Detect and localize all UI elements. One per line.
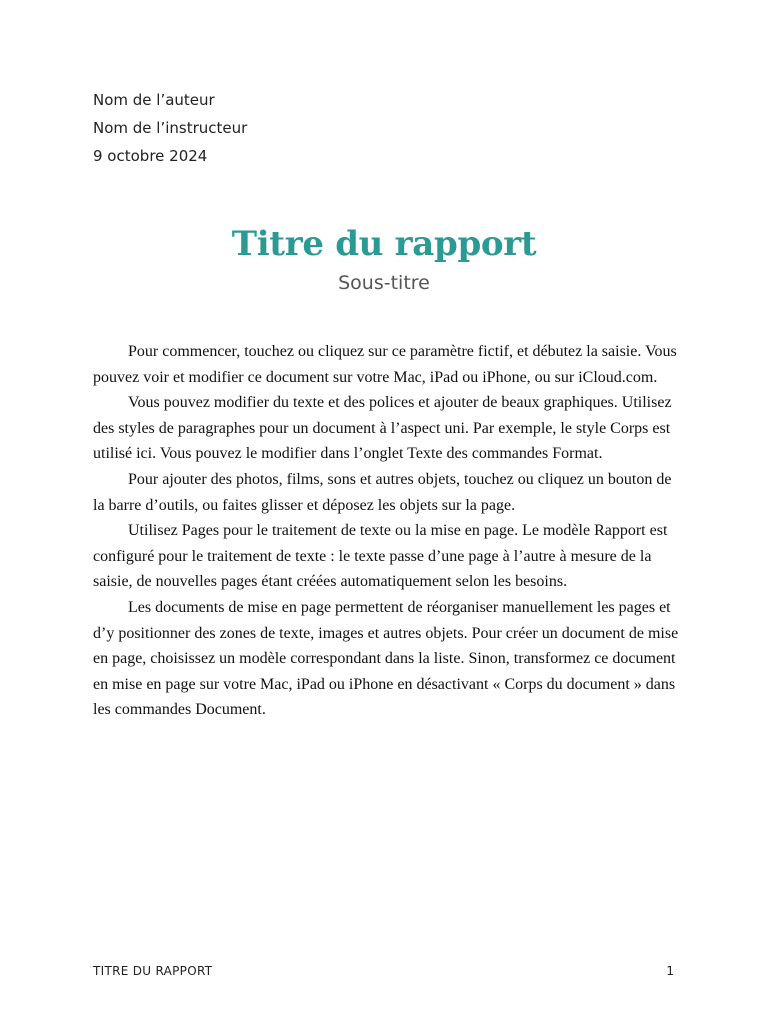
document-date[interactable]: 9 octobre 2024 (93, 147, 208, 165)
report-subtitle[interactable]: Sous-titre (338, 272, 430, 294)
body-paragraph[interactable]: Les documents de mise en page permettent de réorganiser manuellement les pages et d’y positionner des zones de texte, images et autres objets. Pour créer un document de mise en page, choisissez un modèle correspondant dans la liste. Sinon, transformez ce document en mise en page sur votre Mac, iPad ou iPhone en désactivant « Corps du document » dans les commandes Document. (93, 598, 679, 719)
body-paragraph[interactable]: Utilisez Pages pour le traitement de texte ou la mise en page. Le modèle Rapport est configuré pour le traitement de texte : le texte passe d’une page à l’autre à mesure de la saisie, de nouvelles pages étant créées automatiquement selon les besoins. (93, 522, 668, 591)
body-paragraph[interactable]: Pour ajouter des photos, films, sons et autres objets, touchez ou cliquez un bouton de la barre d’outils, ou faites glisser et déposez les objets sur la page. (93, 470, 672, 514)
document-header-block (93, 86, 247, 170)
body-paragraph[interactable]: Pour commencer, touchez ou cliquez sur ce paramètre fictif, et débutez la saisie. Vous pouvez voir et modifier ce document sur votre Mac, iPad ou iPhone, ou sur iCloud.com. (93, 343, 677, 386)
report-title[interactable]: Titre du rapport (231, 224, 537, 264)
instructor-name[interactable]: Nom de l’instructeur (93, 119, 248, 137)
author-name[interactable]: Nom de l’auteur (93, 91, 215, 109)
body-paragraph[interactable]: Vous pouvez modifier du texte et des polices et ajouter de beaux graphiques. Utilisez des styles de paragraphes pour un document à l’aspect uni. Par exemple, le style Corps est utilisé ici. Vous pouvez le modifier dans l’onglet Texte des commandes Format. (93, 394, 672, 463)
document-body[interactable] (93, 339, 679, 723)
footer-page-number: 1 (666, 964, 674, 978)
footer-running-title: TITRE DU RAPPORT (93, 964, 213, 978)
